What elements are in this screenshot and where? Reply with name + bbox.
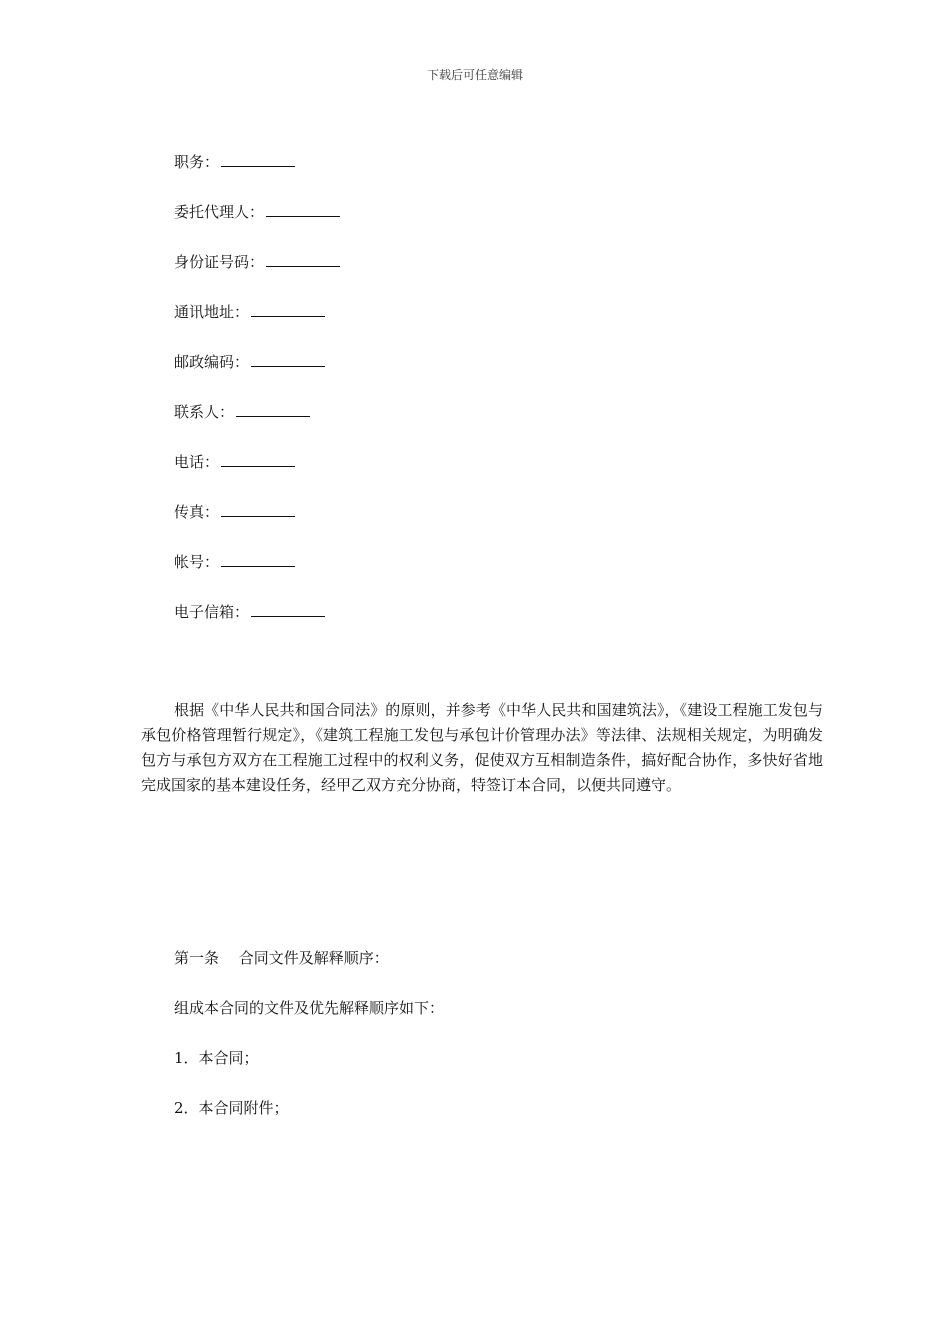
field-label: 职务： [174,153,220,171]
page-header-note: 下载后可任意编辑 [426,68,523,82]
blank-line [251,301,325,317]
field-position [174,150,340,200]
field-contact [174,400,340,450]
blank-line [221,501,295,517]
blank-line [266,251,340,267]
field-label: 电话： [174,453,220,471]
field-email [174,600,340,650]
blank-line [266,201,340,217]
field-agent [174,200,340,250]
blank-line [251,601,325,617]
field-address [174,300,340,350]
blank-line [221,551,295,567]
clause-one [174,946,444,1146]
field-account [174,550,340,600]
field-label: 传真： [174,503,220,521]
blank-line [221,151,295,167]
field-label: 身份证号码： [174,253,265,271]
field-id-number [174,250,340,300]
field-phone [174,450,340,500]
field-label: 邮政编码： [174,353,250,371]
blank-line [221,451,295,467]
field-label: 通讯地址： [174,303,250,321]
blank-line [236,401,310,417]
party-info-fields [174,150,340,650]
field-label: 帐号： [174,553,220,571]
clause-item: 1．本合同； [174,1049,259,1067]
clause-item: 2．本合同附件； [174,1099,289,1117]
field-postcode [174,350,340,400]
field-fax [174,500,340,550]
blank-line [251,351,325,367]
contract-preamble: 根据《中华人民共和国合同法》的原则，并参考《中华人民共和国建筑法》，《建设工程施工发包与承包价格管理暂行规定》，《建筑工程施工发包与承包计价管理办法》等法律、法规相关规定，为明确发包方与承包方双方在工程施工过程中的权利义务，促使双方互相制造条件，搞好配合协作，多快好省地完成国家的基本建设任务，经甲乙双方充分协商，特签订本合同，以便共同遵守。 [141,701,823,794]
clause-intro: 组成本合同的文件及优先解释顺序如下： [174,999,445,1017]
field-label: 委托代理人： [174,203,265,221]
clause-title: 第一条 合同文件及解释顺序： [174,949,389,967]
field-label: 联系人： [174,403,235,421]
field-label: 电子信箱： [174,603,250,621]
